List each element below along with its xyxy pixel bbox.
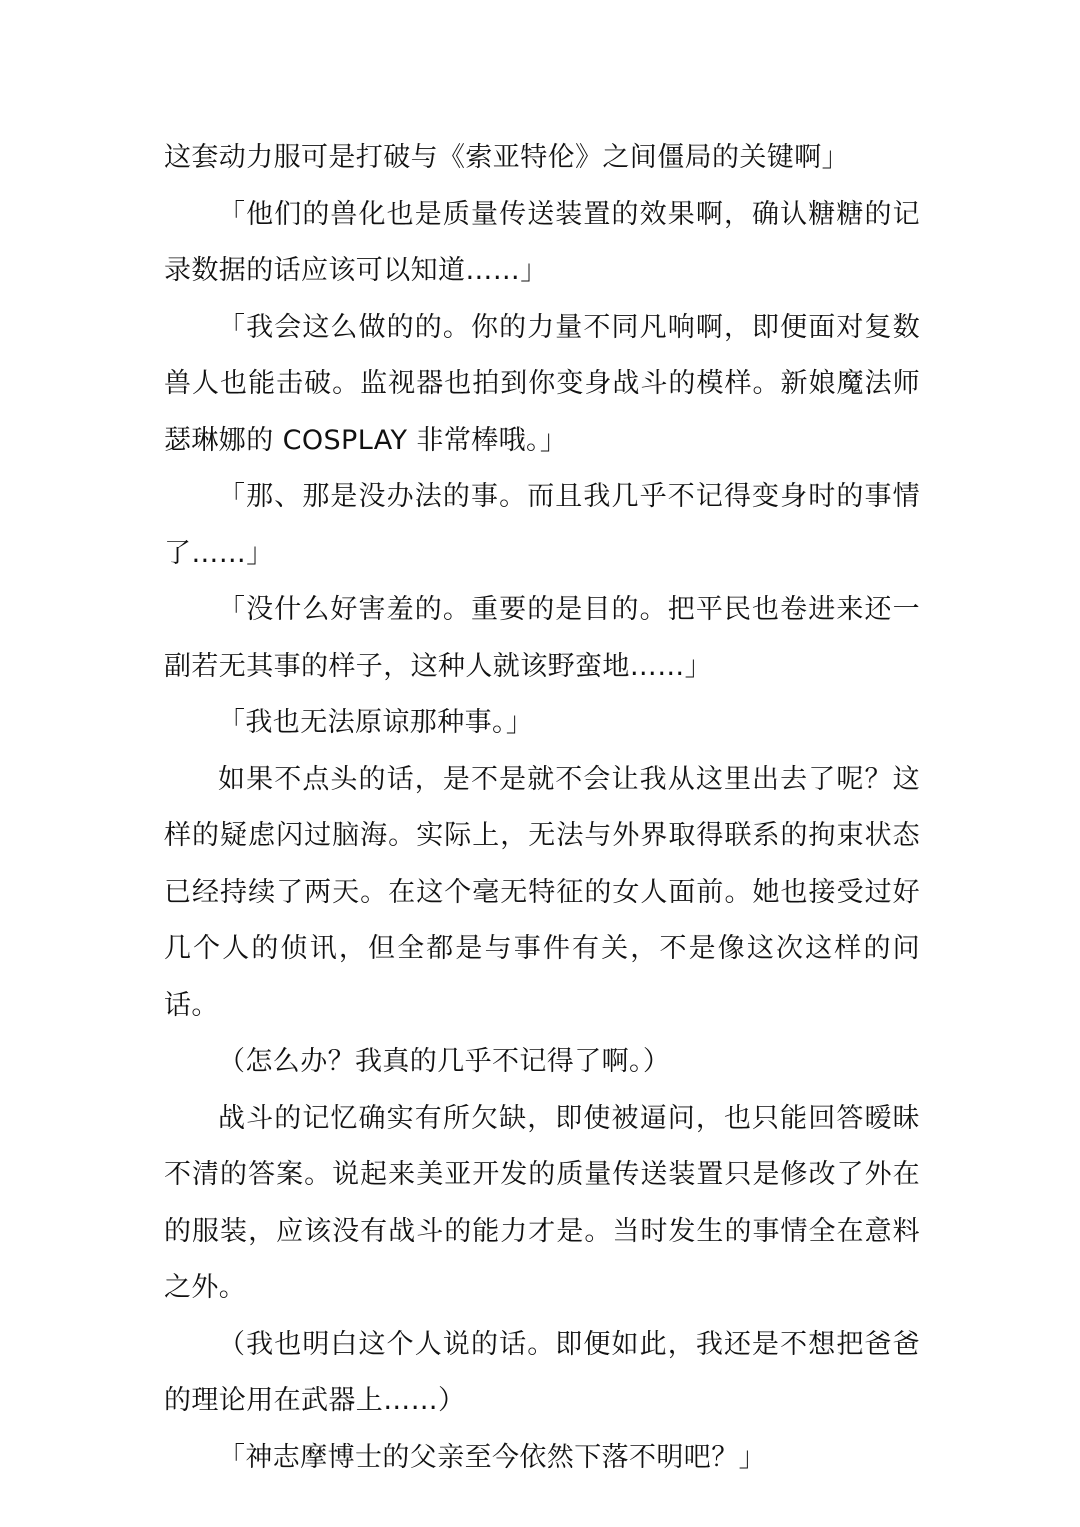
paragraph: 「那、那是没办法的事。而且我几乎不记得变身时的事情了……」: [164, 481, 920, 569]
paragraph: （怎么办？我真的几乎不记得了啊。）: [218, 1046, 671, 1077]
paragraph: 「没什么好害羞的。重要的是目的。把平民也卷进来还一副若无其事的样子，这种人就该野蛮地……」: [164, 594, 920, 682]
paragraph: （我也明白这个人说的话。即便如此，我还是不想把爸爸的理论用在武器上……）: [164, 1328, 920, 1416]
paragraph: 「神志摩博士的父亲至今依然下落不明吧？」: [218, 1441, 766, 1473]
paragraph: 「我也无法原谅那种事。」: [218, 707, 534, 738]
paragraph: 战斗的记忆确实有所欠缺，即使被逼问，也只能回答暧昧不清的答案。说起来美亚开发的质量传送装置只是修改了外在的服装，应该没有战斗的能力才是。当时发生的事情全在意料之外。: [164, 1102, 920, 1303]
paragraph: 如果不点头的话，是不是就不会让我从这里出去了呢？这样的疑虑闪过脑海。实际上，无法与外界取得联系的拘束状态已经持续了两天。在这个毫无特征的女人面前。她也接受过好几个人的侦讯，但全都是与事件有关，不是像这次这样的问话。: [164, 763, 920, 1021]
paragraph-continuation: 这套动力服可是打破与《索亚特伦》之间僵局的关键啊」: [164, 142, 849, 173]
paragraph: 「他们的兽化也是质量传送装置的效果啊，确认糖糖的记录数据的话应该可以知道……」: [164, 198, 920, 286]
paragraph: 「我会这么做的的。你的力量不同凡响啊，即便面对复数兽人也能击破。监视器也拍到你变身战斗的模样。新娘魔法师瑟琳娜的 COSPLAY 非常棒哦。」: [164, 311, 920, 456]
body-text: [164, 130, 920, 1486]
